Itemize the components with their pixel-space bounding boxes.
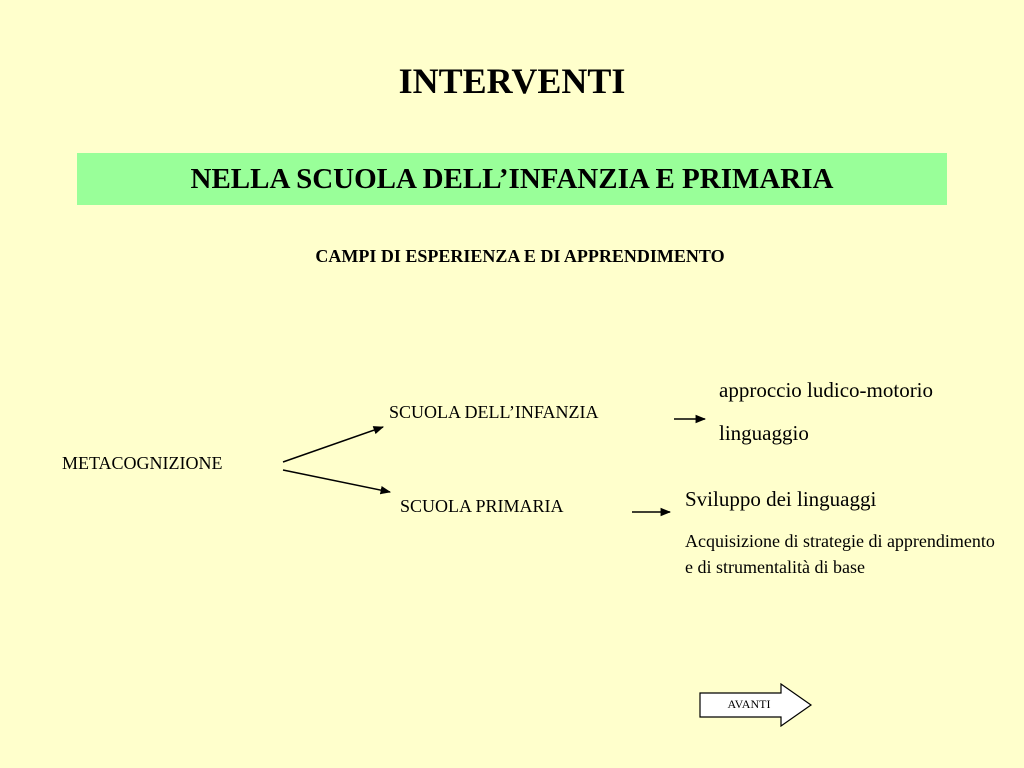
- primaria-item: Acquisizione di strategie di apprendimento e di strumentalità di base: [685, 531, 995, 577]
- arrow-to-primaria: [283, 470, 390, 492]
- branch-infanzia: SCUOLA DELL’INFANZIA: [389, 402, 599, 422]
- arrow-to-infanzia: [283, 427, 383, 462]
- primaria-item: Sviluppo dei linguaggi: [685, 487, 877, 511]
- banner-text: NELLA SCUOLA DELL’INFANZIA E PRIMARIA: [190, 162, 834, 195]
- infanzia-item: approccio ludico-motorio: [719, 378, 934, 402]
- slide-title: INTERVENTI: [398, 61, 626, 101]
- next-button-label: AVANTI: [727, 696, 771, 711]
- branch-primaria: SCUOLA PRIMARIA: [400, 496, 564, 516]
- root-node: METACOGNIZIONE: [62, 453, 223, 473]
- slide-subtitle: CAMPI DI ESPERIENZA E DI APPRENDIMENTO: [315, 246, 725, 266]
- next-button[interactable]: [699, 683, 813, 727]
- infanzia-item: linguaggio: [719, 421, 809, 445]
